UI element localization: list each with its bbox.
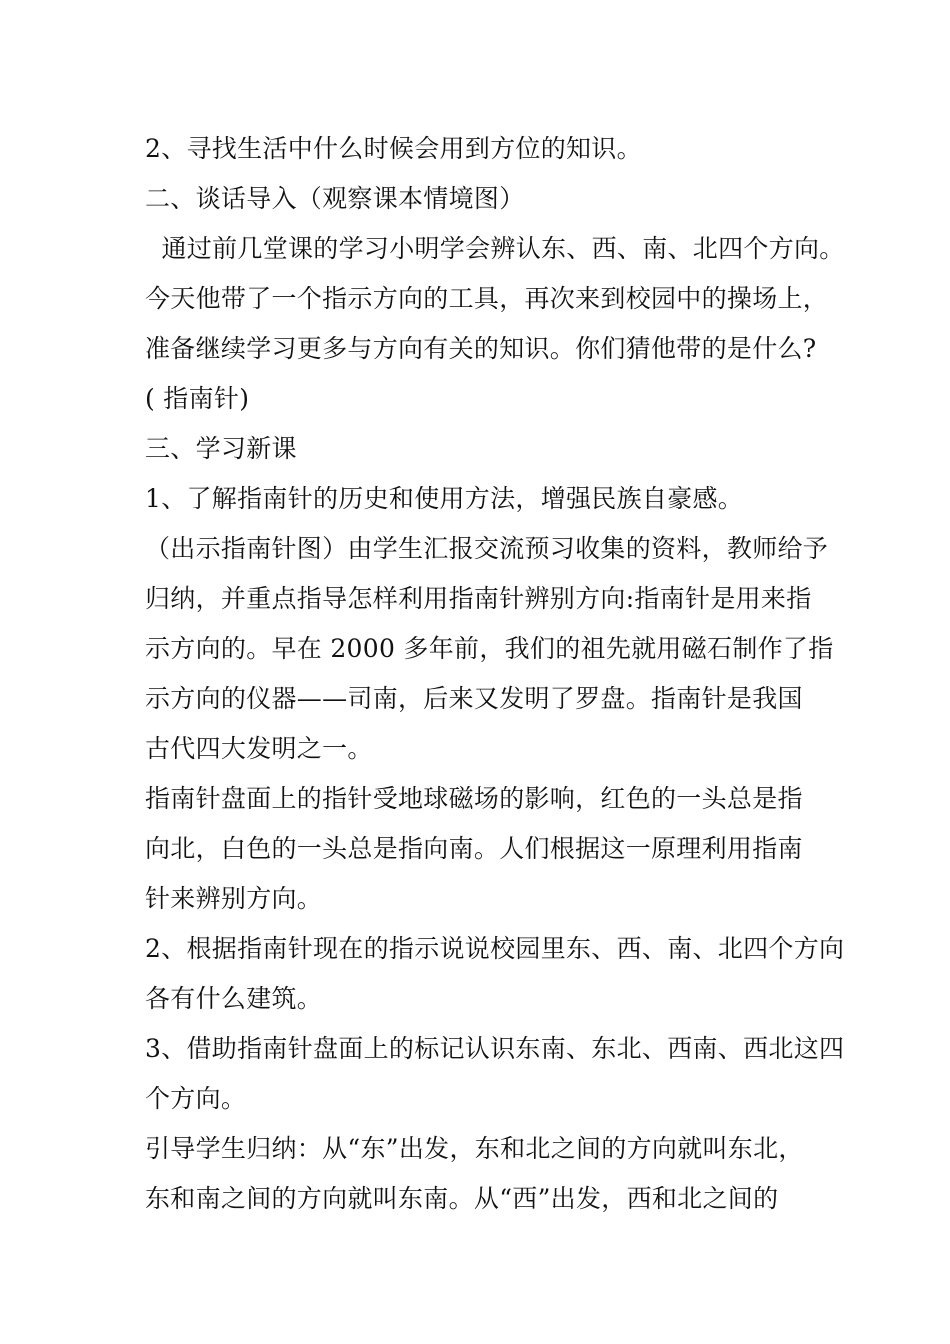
text-line-21: 引导学生归纳：从“东”出发，东和北之间的方向就叫东北， xyxy=(145,1134,804,1163)
text-line-11: 示方向的。早在 2000 多年前，我们的祖先就用磁石制作了指 xyxy=(145,634,834,663)
text-line-7: 三、学习新课 xyxy=(145,434,297,463)
text-line-22: 东和南之间的方向就叫东南。从“西”出发，西和北之间的 xyxy=(145,1184,779,1213)
text-line-17: 2、根据指南针现在的指示说说校园里东、西、南、北四个方向 xyxy=(145,934,845,963)
text-line-3: 通过前几堂课的学习小明学会辨认东、西、南、北四个方向。 xyxy=(145,234,845,263)
text-line-8: 1、了解指南针的历史和使用方法，增强民族自豪感。 xyxy=(145,484,744,513)
text-line-20: 个方向。 xyxy=(145,1084,247,1113)
text-line-16: 针来辨别方向。 xyxy=(145,884,323,913)
text-line-19: 3、借助指南针盘面上的标记认识东南、东北、西南、西北这四 xyxy=(145,1034,845,1063)
text-line-12: 示方向的仪器——司南，后来又发明了罗盘。指南针是我国 xyxy=(145,684,803,713)
text-line-10: 归纳，并重点指导怎样利用指南针辨别方向:指南针是用来指 xyxy=(145,584,812,613)
text-line-1: 2、寻找生活中什么时候会用到方位的知识。 xyxy=(145,134,642,163)
text-line-2: 二、谈话导入（观察课本情境图） xyxy=(145,184,525,213)
text-line-4: 今天他带了一个指示方向的工具，再次来到校园中的操场上， xyxy=(145,284,829,313)
text-line-13: 古代四大发明之一。 xyxy=(145,734,373,763)
text-line-9: （出示指南针图）由学生汇报交流预习收集的资料，教师给予 xyxy=(145,534,829,563)
text-line-6: ( 指南针) xyxy=(145,384,250,413)
text-line-15: 向北，白色的一头总是指向南。人们根据这一原理利用指南 xyxy=(145,834,803,863)
text-line-18: 各有什么建筑。 xyxy=(145,984,323,1013)
text-line-14: 指南针盘面上的指针受地球磁场的影响，红色的一头总是指 xyxy=(145,784,803,813)
text-line-5: 准备继续学习更多与方向有关的知识。你们猜他带的是什么? xyxy=(145,334,817,363)
